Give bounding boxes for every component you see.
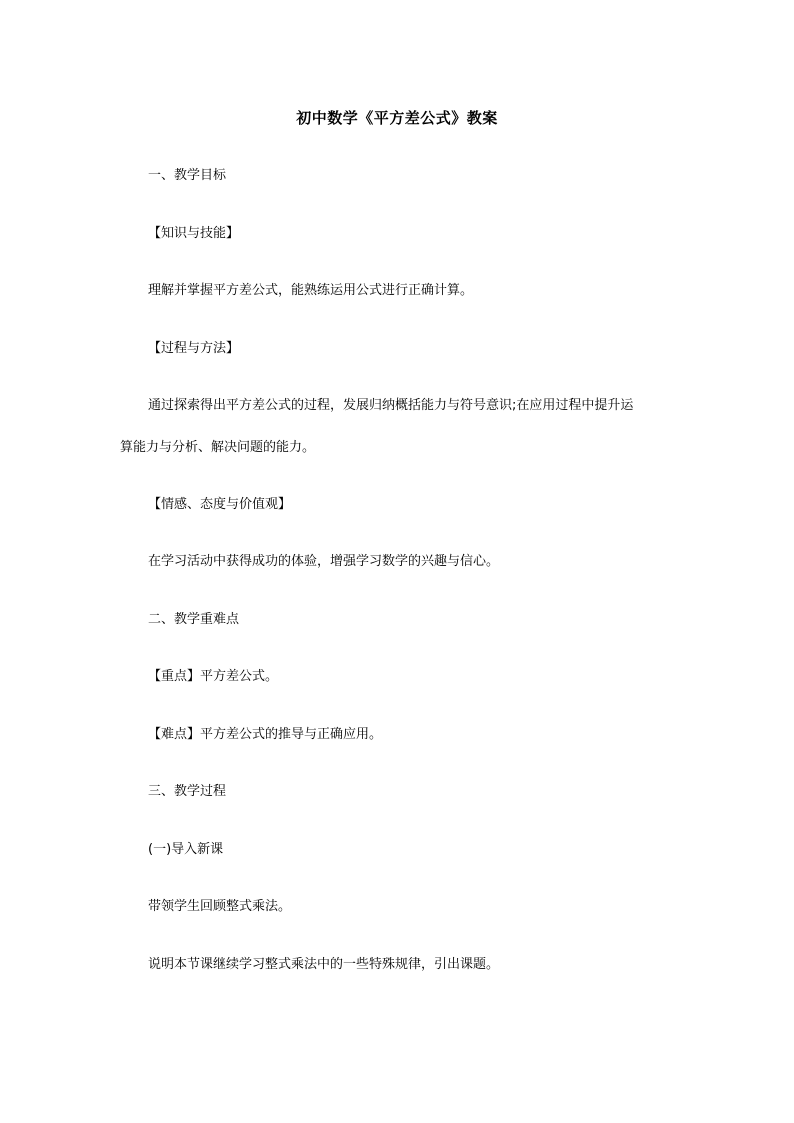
document-title: 初中数学《平方差公式》教案 xyxy=(296,109,498,127)
paragraph-continuation: 算能力与分析、解决问题的能力。 xyxy=(120,440,316,455)
subheading-knowledge-skills: 【知识与技能】 xyxy=(148,226,240,241)
subsection-heading-intro: (一)导入新课 xyxy=(148,842,224,857)
paragraph: 通过探索得出平方差公式的过程，发展归纳概括能力与符号意识;在应用过程中提升运 xyxy=(148,398,634,413)
section-heading-objectives: 一、教学目标 xyxy=(148,168,227,183)
paragraph: 理解并掌握平方差公式，能熟练运用公式进行正确计算。 xyxy=(148,283,474,298)
paragraph: 在学习活动中获得成功的体验，增强学习数学的兴趣与信心。 xyxy=(148,554,500,569)
paragraph: 说明本节课继续学习整式乘法中的一些特殊规律，引出课题。 xyxy=(148,957,500,972)
subheading-emotion-attitude: 【情感、态度与价值观】 xyxy=(148,497,292,512)
section-heading-process: 三、教学过程 xyxy=(148,784,227,799)
difficult-point: 【难点】平方差公式的推导与正确应用。 xyxy=(148,727,383,742)
section-heading-key-points: 二、教学重难点 xyxy=(148,612,240,627)
paragraph: 带领学生回顾整式乘法。 xyxy=(148,899,292,914)
subheading-process-method: 【过程与方法】 xyxy=(148,341,240,356)
key-point: 【重点】平方差公式。 xyxy=(148,669,279,684)
